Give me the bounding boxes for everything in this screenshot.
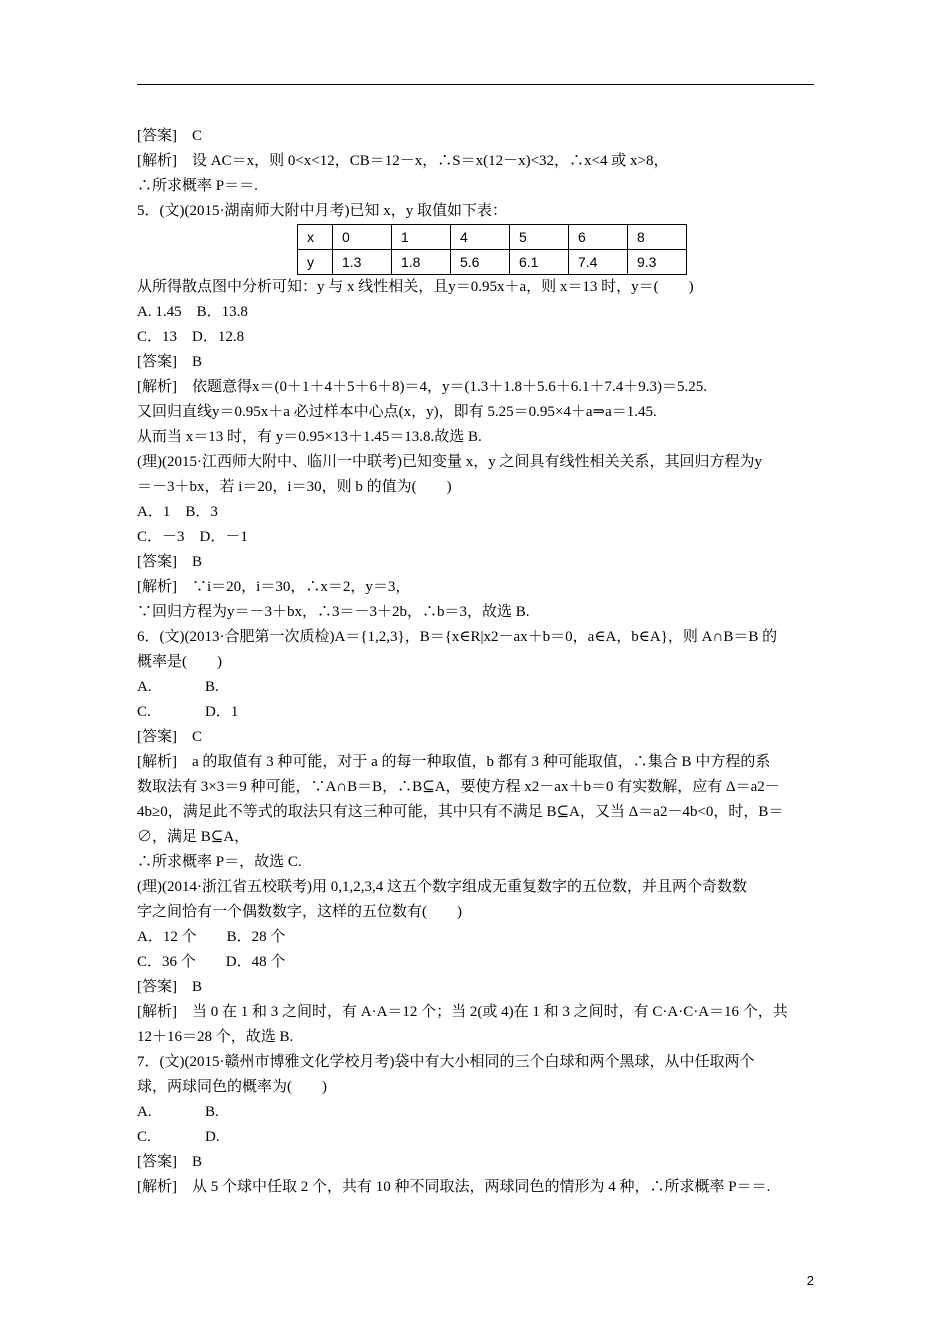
text-line: 5．(文)(2015·湖南师大附中月考)已知 x，y 取值如下表： xyxy=(137,203,507,219)
text-line: (理)(2014·浙江省五校联考)用 0,1,2,3,4 这五个数字组成无重复数字的五位数，并且两个奇数数 xyxy=(137,879,747,895)
document-body xyxy=(137,124,814,1200)
text-line: C．－3 D．－1 xyxy=(137,529,248,545)
text-line: C．36 个 D．48 个 xyxy=(137,954,286,970)
block-d xyxy=(137,1150,814,1200)
page-number: 2 xyxy=(806,1273,814,1288)
text-line: [答案] B xyxy=(137,979,202,995)
option-d: D. xyxy=(205,1129,220,1145)
text-line: [答案] B xyxy=(137,354,202,370)
text-line: [解析] ∵i＝20，i＝30，∴x＝2，y＝3， xyxy=(137,579,411,595)
options-block-2 xyxy=(137,1100,814,1150)
option-b: B. xyxy=(205,1104,219,1120)
block-c xyxy=(137,725,814,1100)
text-line: 字之间恰有一个偶数数字，这样的五位数有( ) xyxy=(137,904,462,920)
text-line: 球，两球同色的概率为( ) xyxy=(137,1079,327,1095)
text-line: ＝－3＋bx，若 i＝20，i＝30，则 b 的值为( ) xyxy=(137,479,452,495)
text-line: 6．(文)(2013·合肥第一次质检)A＝{1,2,3}，B＝{x∈R|x2－ax＋b＝0，a∈A，b∈A}，则 A∩B＝B 的 xyxy=(137,629,778,645)
option-line xyxy=(137,700,814,725)
table-cell: 8 xyxy=(628,225,687,250)
text-line: [解析] 当 0 在 1 和 3 之间时，有 A·A＝12 个；当 2(或 4)在 1 和 3 之间时，有 C·A·C·A＝16 个，共 xyxy=(137,1004,788,1020)
option-a: A. xyxy=(137,679,152,695)
option-b: B. xyxy=(205,679,219,695)
block-a xyxy=(137,124,814,224)
table-cell: 1 xyxy=(392,225,451,250)
table-cell: 0 xyxy=(333,225,392,250)
table-cell: 7.4 xyxy=(569,250,628,275)
text-line: 概率是( ) xyxy=(137,654,222,670)
table-cell: 6.1 xyxy=(510,250,569,275)
table-cell: 1.8 xyxy=(392,250,451,275)
text-line: [答案] B xyxy=(137,1154,202,1170)
block-b xyxy=(137,275,814,675)
text-line: A．12 个 B．28 个 xyxy=(137,929,286,945)
text-line: 7．(文)(2015·赣州市博雅文化学校月考)袋中有大小相同的三个白球和两个黑球，从中任取两个 xyxy=(137,1054,755,1070)
text-line: [解析] 设 AC＝x，则 0<x<12，CB＝12－x，∴S＝x(12－x)<32，∴x<4 或 x>8， xyxy=(137,153,669,169)
option-a: A. xyxy=(137,1104,152,1120)
table-cell: y xyxy=(298,250,333,275)
text-line: 数取法有 3×3＝9 种可能，∵A∩B＝B，∴B⊆A，要使方程 x2－ax＋b＝0 有实数解，应有 Δ＝a2－ xyxy=(137,779,780,795)
xy-table-wrap xyxy=(137,224,814,275)
text-line: [答案] B xyxy=(137,554,202,570)
text-line: 4b≥0，满足此不等式的取法只有这三种可能，其中只有不满足 B⊆A，又当 Δ＝a2－4b<0，时，B＝ xyxy=(137,804,784,820)
table-cell: 5 xyxy=(510,225,569,250)
text-line: [答案] C xyxy=(137,128,202,144)
table-cell: x xyxy=(298,225,333,250)
option-line xyxy=(137,1125,814,1150)
text-line: [解析] a 的取值有 3 种可能，对于 a 的每一种取值，b 都有 3 种可能取值，∴集合 B 中方程的系 xyxy=(137,754,771,770)
text-line: (理)(2015·江西师大附中、临川一中联考)已知变量 x，y 之间具有线性相关关系，其回归方程为y xyxy=(137,454,762,470)
text-line: ∅，满足 B⊆A， xyxy=(137,829,250,845)
table-cell: 9.3 xyxy=(628,250,687,275)
option-d: D．1 xyxy=(205,704,239,720)
option-c: C. xyxy=(137,704,151,720)
text-line: 12＋16＝28 个，故选 B. xyxy=(137,1029,294,1045)
text-line: [答案] C xyxy=(137,729,202,745)
text-line: 从而当 x＝13 时，有 y＝0.95×13＋1.45＝13.8.故选 B. xyxy=(137,429,482,445)
text-line: ∴所求概率 P＝，故选 C. xyxy=(137,854,302,870)
text-line: C．13 D．12.8 xyxy=(137,329,245,345)
option-c: C. xyxy=(137,1129,151,1145)
option-line xyxy=(137,675,814,700)
text-line: A. 1.45 B．13.8 xyxy=(137,304,248,320)
table-row xyxy=(298,225,687,250)
text-line: [解析] 从 5 个球中任取 2 个，共有 10 种不同取法，两球同色的情形为 4 种，∴所求概率 P＝＝. xyxy=(137,1179,771,1195)
text-line: ∵回归方程为y＝－3＋bx，∴3＝－3＋2b，∴b＝3，故选 B. xyxy=(137,604,530,620)
option-line xyxy=(137,1100,814,1125)
text-line: 从所得散点图中分析可知：y 与 x 线性相关，且y＝0.95x＋a，则 x＝13 时，y＝( ) xyxy=(137,279,694,295)
table-cell: 5.6 xyxy=(451,250,510,275)
text-line: [解析] 依题意得x＝(0＋1＋4＋5＋6＋8)＝4，y＝(1.3＋1.8＋5.6＋6.1＋7.4＋9.3)＝5.25. xyxy=(137,379,707,395)
options-block xyxy=(137,675,814,725)
header-rule xyxy=(137,84,814,85)
table-cell: 6 xyxy=(569,225,628,250)
table-row xyxy=(298,250,687,275)
xy-table xyxy=(297,224,687,275)
text-line: A．1 B．3 xyxy=(137,504,218,520)
table-cell: 1.3 xyxy=(333,250,392,275)
text-line: 又回归直线y＝0.95x＋a 必过样本中心点(x，y)，即有 5.25＝0.95×4＋a⇒a＝1.45. xyxy=(137,404,657,420)
text-line: ∴所求概率 P＝＝. xyxy=(137,178,258,194)
table-cell: 4 xyxy=(451,225,510,250)
